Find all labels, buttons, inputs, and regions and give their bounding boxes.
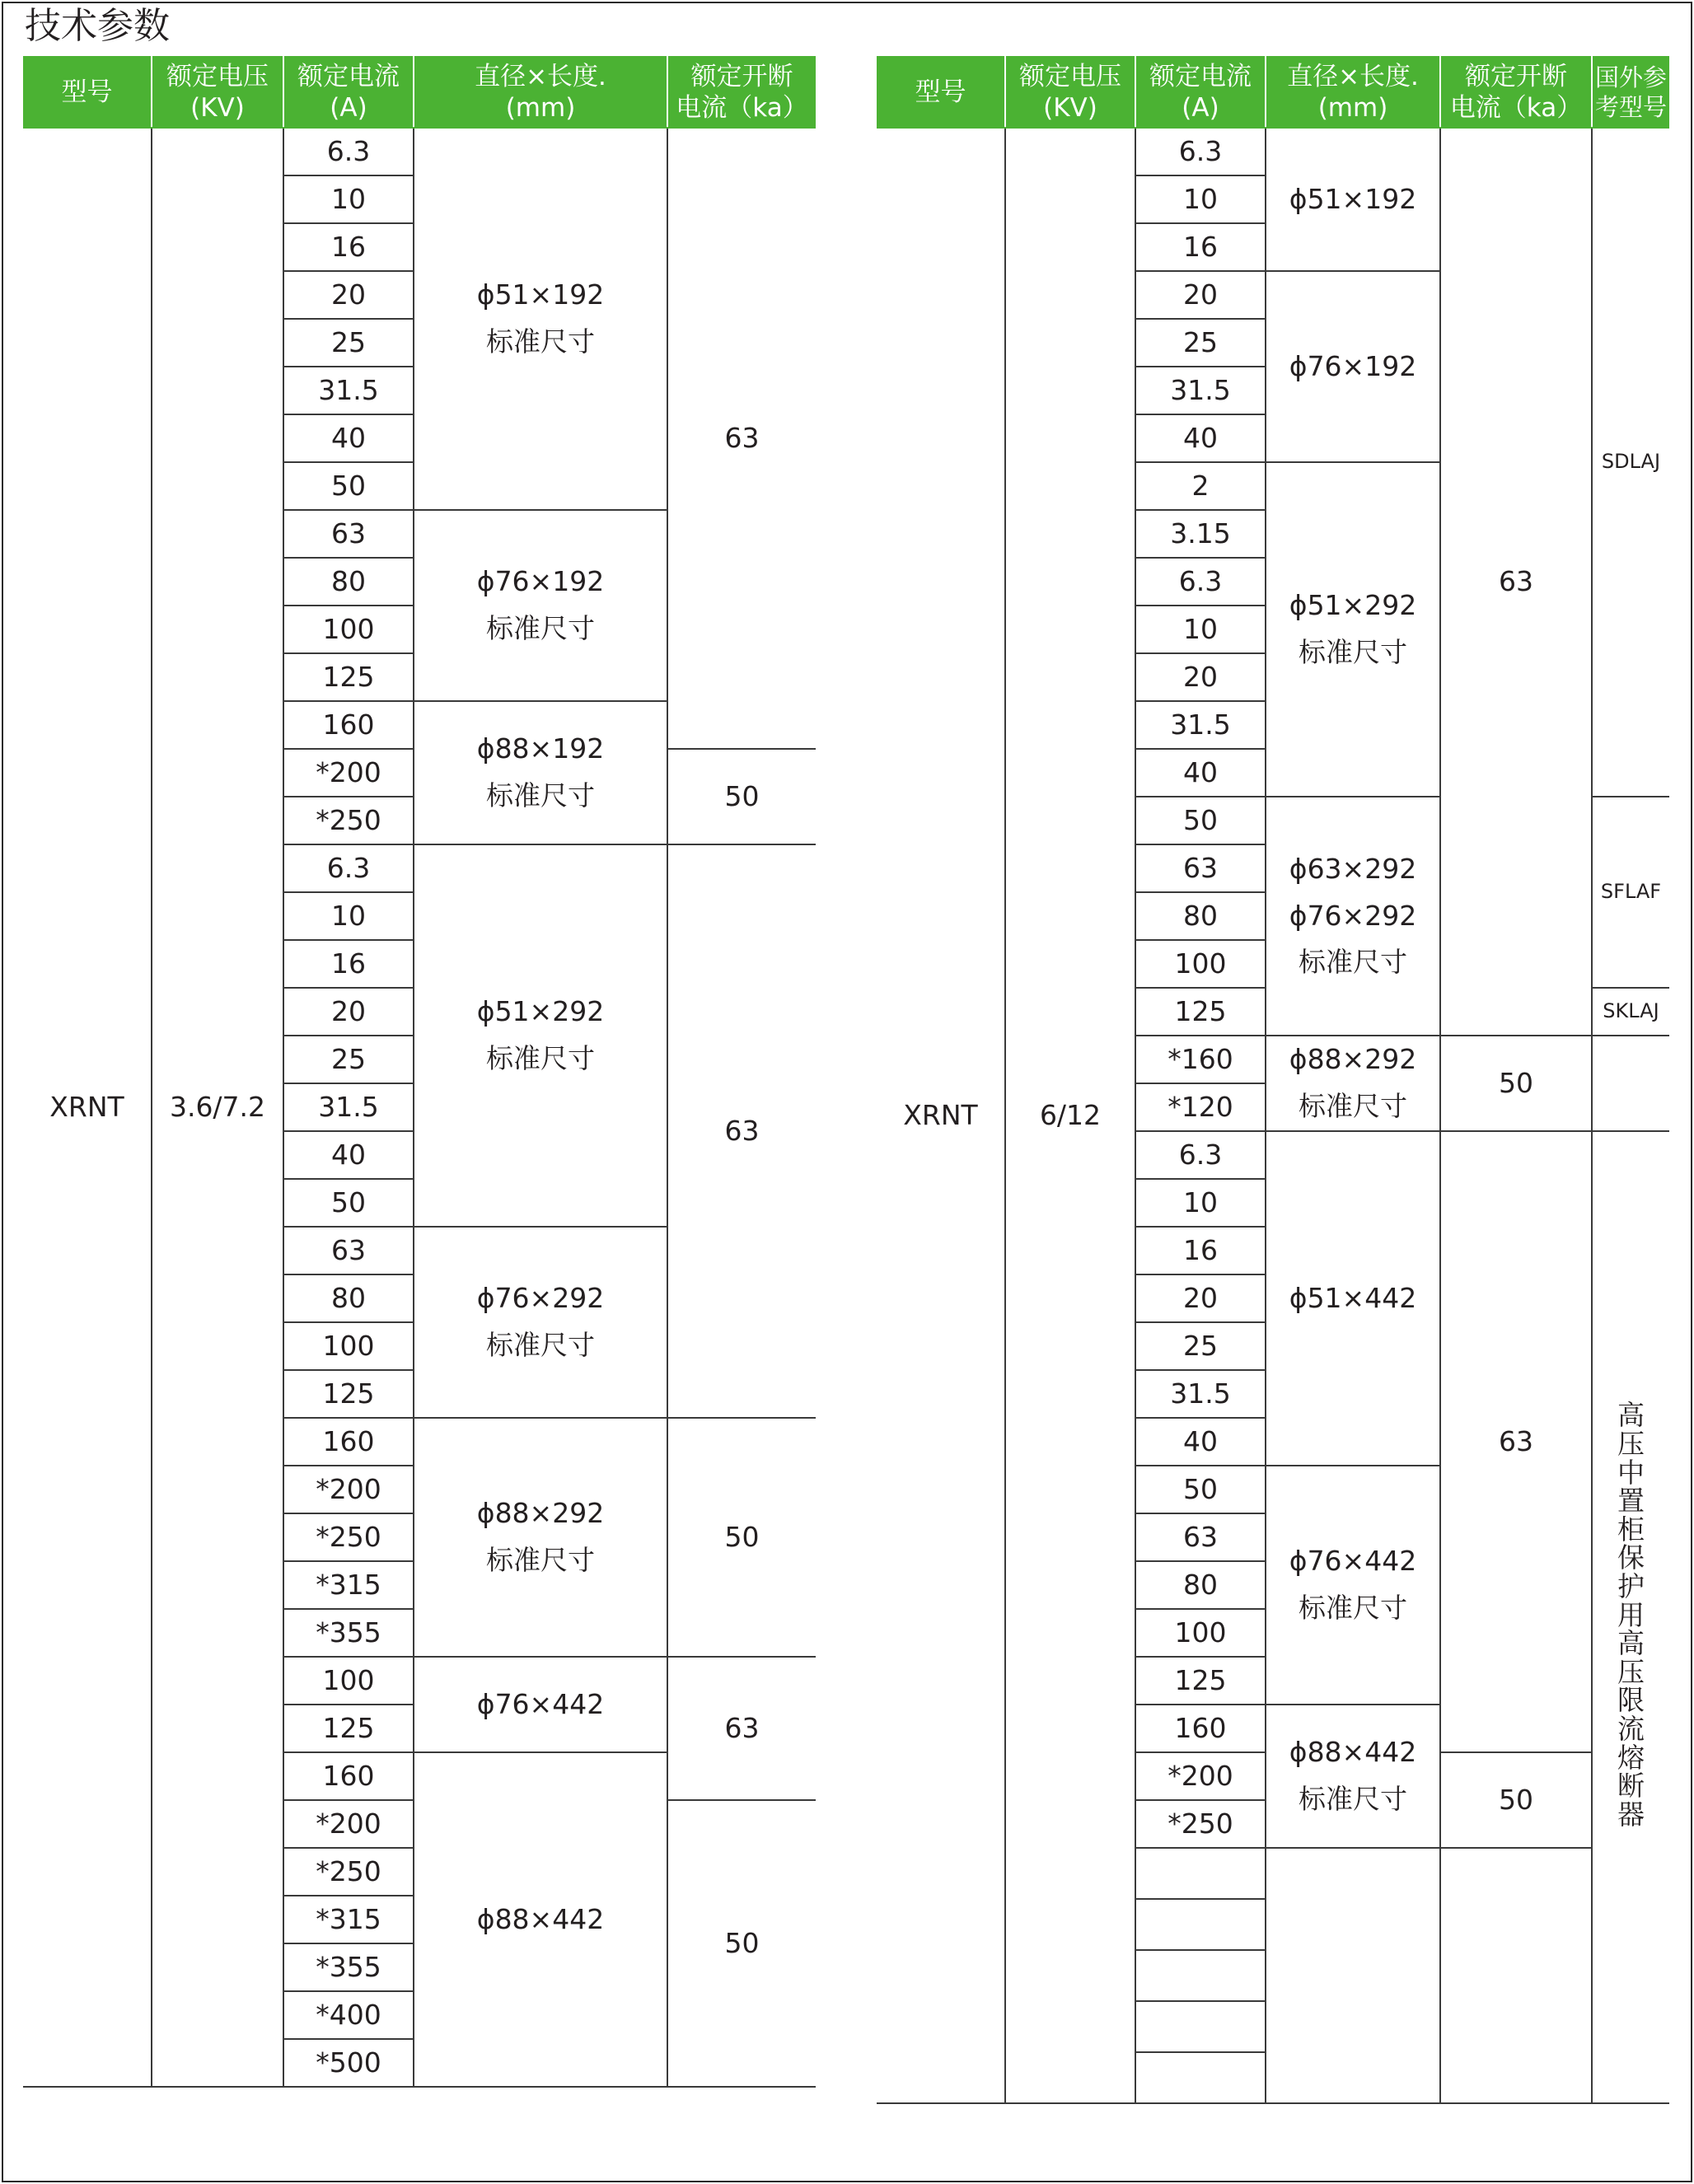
current-cell: 16 (1135, 1227, 1266, 1274)
current-cell: 25 (1135, 319, 1266, 367)
current-cell: 160 (1135, 1705, 1266, 1752)
header-voltage-line2: (KV) (1043, 93, 1097, 123)
current-cell: 63 (1135, 1513, 1266, 1561)
current-cell: 16 (283, 940, 414, 988)
size-cell (1266, 1131, 1440, 1466)
current-cell: 160 (283, 701, 414, 749)
size-note: 标准尺寸 (486, 1042, 595, 1074)
breaking-cell: 63 (667, 1657, 816, 1800)
current-cell: 125 (1135, 988, 1266, 1036)
header-size-line2: (mm) (505, 93, 576, 123)
current-cell: 50 (283, 462, 414, 510)
current-cell-empty (1135, 2001, 1266, 2052)
current-cell: 40 (1135, 749, 1266, 797)
header-breaking (1440, 57, 1592, 128)
current-cell: 63 (1135, 844, 1266, 892)
current-cell: 16 (283, 223, 414, 271)
header-model: 型号 (23, 57, 152, 128)
size-dimension-alt: ϕ76×292 (1289, 899, 1417, 932)
header-breaking-line2: 电流（ka） (676, 93, 808, 123)
size-cell (1266, 128, 1440, 271)
current-cell: *500 (283, 2039, 414, 2087)
size-dimension: ϕ51×192 (476, 278, 605, 311)
size-note: 标准尺寸 (486, 1544, 595, 1576)
reference-vertical-text: 高压中置柜保护用高压限流熔断器 (1617, 1399, 1645, 1831)
header-reference-line1: 国外参 (1594, 63, 1667, 91)
current-cell: 16 (1135, 223, 1266, 271)
header-reference (1592, 57, 1669, 128)
current-cell: *250 (283, 1848, 414, 1896)
current-cell: 125 (1135, 1657, 1266, 1705)
header-breaking-line2: 电流（ka） (1449, 93, 1583, 123)
current-cell: 6.3 (283, 128, 414, 175)
current-cell: 3.15 (1135, 510, 1266, 558)
current-cell: *200 (283, 1466, 414, 1513)
header-current-line1: 额定电流 (297, 62, 400, 91)
breaking-cell: 63 (667, 128, 816, 749)
current-cell: 10 (283, 175, 414, 223)
current-cell: 20 (1135, 1274, 1266, 1322)
header-current-line2: (A) (330, 93, 367, 123)
current-cell: 20 (1135, 271, 1266, 319)
current-cell: *200 (1135, 1752, 1266, 1800)
header-size-line2: (mm) (1317, 93, 1388, 123)
current-cell: 63 (283, 510, 414, 558)
current-cell: 50 (1135, 797, 1266, 844)
current-cell: *355 (283, 1943, 414, 1991)
size-dimension: ϕ51×292 (476, 995, 605, 1028)
size-cell (414, 1418, 667, 1657)
current-cell: 100 (1135, 940, 1266, 988)
current-cell: *120 (1135, 1083, 1266, 1131)
current-cell: *315 (283, 1561, 414, 1609)
size-dimension: ϕ76×192 (476, 565, 605, 598)
header-current (283, 57, 414, 128)
current-cell: 25 (283, 1036, 414, 1083)
left-spec-table (23, 56, 816, 2088)
current-cell: 25 (1135, 1322, 1266, 1370)
size-cell (1266, 1705, 1440, 1848)
size-cell (1266, 462, 1440, 797)
table-row (23, 128, 816, 175)
size-dimension: ϕ88×442 (476, 1902, 605, 1935)
header-row (877, 57, 1669, 128)
current-cell: 25 (283, 319, 414, 367)
header-current (1135, 57, 1266, 128)
size-dimension: ϕ88×192 (476, 732, 605, 765)
current-cell: 10 (283, 892, 414, 940)
header-voltage (152, 57, 283, 128)
header-reference-line2: 考型号 (1594, 93, 1667, 121)
size-cell (414, 1227, 667, 1418)
size-note: 标准尺寸 (486, 325, 595, 358)
current-cell-empty (1135, 1848, 1266, 1899)
current-cell: 6.3 (1135, 558, 1266, 606)
current-cell: 40 (1135, 1418, 1266, 1466)
current-cell: 2 (1135, 462, 1266, 510)
current-cell: 6.3 (283, 844, 414, 892)
current-cell: *400 (283, 1991, 414, 2039)
breaking-cell: 50 (667, 749, 816, 844)
header-voltage-line1: 额定电压 (166, 62, 269, 91)
size-note: 标准尺寸 (1299, 1783, 1407, 1815)
size-cell (1266, 1036, 1440, 1131)
current-cell: 6.3 (1135, 128, 1266, 175)
current-cell: *250 (283, 1513, 414, 1561)
size-cell (414, 844, 667, 1227)
size-dimension: ϕ76×442 (1289, 1545, 1417, 1578)
size-note: 标准尺寸 (486, 612, 595, 644)
header-breaking-line1: 额定开断 (1465, 62, 1567, 91)
current-cell: *200 (283, 1800, 414, 1848)
breaking-cell: 50 (667, 1800, 816, 2087)
size-dimension: ϕ51×442 (1289, 1281, 1417, 1314)
current-cell: *315 (283, 1896, 414, 1943)
current-cell: 125 (283, 1370, 414, 1418)
page-title: 技术参数 (25, 5, 170, 47)
size-cell (414, 510, 667, 701)
current-cell: 20 (283, 988, 414, 1036)
size-note: 标准尺寸 (1299, 946, 1407, 979)
breaking-cell: 50 (1440, 1752, 1592, 1848)
current-cell: 6.3 (1135, 1131, 1266, 1179)
header-size-line1: 直径×长度. (475, 62, 606, 91)
current-cell: 50 (1135, 1466, 1266, 1513)
current-cell: 63 (283, 1227, 414, 1274)
reference-cell: SDLAJ (1592, 128, 1669, 797)
breaking-cell: 63 (1440, 1131, 1592, 1752)
header-size-line1: 直径×长度. (1287, 62, 1419, 91)
current-cell: 31.5 (1135, 1370, 1266, 1418)
size-cell (414, 1657, 667, 1752)
size-note: 标准尺寸 (486, 1329, 595, 1361)
current-cell: 80 (1135, 1561, 1266, 1609)
current-cell: 160 (283, 1418, 414, 1466)
current-cell: 20 (1135, 653, 1266, 701)
size-dimension: ϕ76×442 (476, 1687, 605, 1720)
current-cell: *250 (283, 797, 414, 844)
size-dimension: ϕ51×292 (1289, 589, 1417, 622)
current-cell: *160 (1135, 1036, 1266, 1083)
current-cell: 100 (283, 1322, 414, 1370)
size-cell (414, 701, 667, 844)
size-cell (1266, 271, 1440, 462)
breaking-cell: 63 (667, 844, 816, 1418)
header-current-line1: 额定电流 (1149, 62, 1252, 91)
header-breaking-line1: 额定开断 (690, 62, 793, 91)
header-current-line2: (A) (1182, 93, 1219, 123)
current-cell: 80 (283, 1274, 414, 1322)
model-cell: XRNT (23, 128, 152, 2087)
current-cell: 31.5 (1135, 701, 1266, 749)
reference-cell (1592, 1036, 1669, 1131)
current-cell: 40 (283, 414, 414, 462)
current-cell: 80 (283, 558, 414, 606)
current-cell: 40 (283, 1131, 414, 1179)
current-cell: 10 (1135, 175, 1266, 223)
table-row (877, 128, 1669, 175)
size-dimension: ϕ76×292 (476, 1282, 605, 1315)
current-cell: 100 (283, 1657, 414, 1705)
current-cell: 125 (283, 653, 414, 701)
size-note: 标准尺寸 (1299, 636, 1407, 668)
reference-cell (1592, 1131, 1669, 2103)
breaking-cell-empty (1440, 1848, 1592, 2103)
current-cell: 10 (1135, 606, 1266, 653)
size-cell (1266, 797, 1440, 1036)
voltage-cell: 6/12 (1005, 128, 1135, 2103)
current-cell: 40 (1135, 414, 1266, 462)
current-cell: 10 (1135, 1179, 1266, 1227)
size-note: 标准尺寸 (1299, 1090, 1407, 1122)
header-model: 型号 (877, 57, 1005, 128)
current-cell-empty (1135, 1899, 1266, 1950)
current-cell: 160 (283, 1752, 414, 1800)
current-cell: 100 (283, 606, 414, 653)
size-dimension: ϕ88×292 (1289, 1043, 1417, 1076)
voltage-cell: 3.6/7.2 (152, 128, 283, 2087)
header-size (1266, 57, 1440, 128)
current-cell: 80 (1135, 892, 1266, 940)
current-cell: 31.5 (283, 367, 414, 414)
size-dimension: ϕ88×292 (476, 1497, 605, 1530)
size-note: 标准尺寸 (1299, 1592, 1407, 1624)
current-cell: *250 (1135, 1800, 1266, 1848)
current-cell: 50 (283, 1179, 414, 1227)
current-cell: 31.5 (283, 1083, 414, 1131)
current-cell-empty (1135, 1950, 1266, 2001)
current-cell: *200 (283, 749, 414, 797)
header-voltage-line1: 额定电压 (1019, 62, 1121, 91)
header-size (414, 57, 667, 128)
header-breaking (667, 57, 816, 128)
current-cell: *355 (283, 1609, 414, 1657)
breaking-cell: 50 (1440, 1036, 1592, 1131)
model-cell: XRNT (877, 128, 1005, 2103)
size-dimension: ϕ51×192 (1289, 182, 1417, 215)
header-row (23, 57, 816, 128)
size-cell (414, 128, 667, 510)
reference-cell: SKLAJ (1592, 988, 1669, 1036)
reference-cell: SFLAF (1592, 797, 1669, 988)
header-voltage-line2: (KV) (190, 93, 245, 123)
current-cell: 100 (1135, 1609, 1266, 1657)
header-voltage (1005, 57, 1135, 128)
current-cell: 31.5 (1135, 367, 1266, 414)
size-cell (414, 1752, 667, 2087)
current-cell: 125 (283, 1705, 414, 1752)
current-cell: 20 (283, 271, 414, 319)
size-dimension: ϕ76×192 (1289, 349, 1417, 382)
breaking-cell: 63 (1440, 128, 1592, 1036)
right-spec-table (877, 56, 1669, 2104)
size-cell-empty (1266, 1848, 1440, 2103)
breaking-cell: 50 (667, 1418, 816, 1657)
size-dimension: ϕ88×442 (1289, 1736, 1417, 1769)
size-dimension: ϕ63×292 (1289, 852, 1417, 885)
size-note: 标准尺寸 (486, 779, 595, 811)
current-cell-empty (1135, 2052, 1266, 2103)
size-cell (1266, 1466, 1440, 1705)
